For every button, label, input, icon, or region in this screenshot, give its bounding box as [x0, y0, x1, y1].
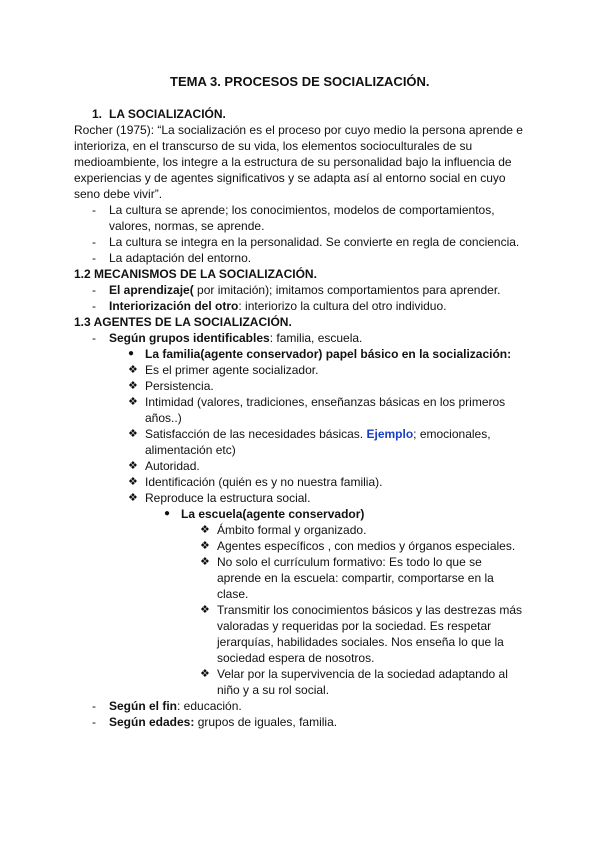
diamond-bullet: ❖: [128, 428, 138, 440]
dot-bullet: ●: [128, 348, 135, 359]
list-item: aprende en la escuela: compartir, comportarse en la: [217, 571, 494, 585]
diamond-bullet: ❖: [128, 380, 138, 392]
list-item: valores, normas, se aprende.: [109, 219, 265, 233]
dot-bullet: ●: [164, 508, 171, 519]
dash-bullet: -: [92, 203, 96, 217]
list-item: Es el primer agente socializador.: [145, 363, 319, 377]
section-1-number: 1.: [92, 107, 103, 121]
list-item-text: grupos de iguales, familia.: [194, 715, 338, 729]
paragraph-line: seno debe vivir”.: [74, 187, 163, 201]
diamond-bullet: ❖: [200, 524, 210, 536]
list-item-bold: Según el fin: [109, 699, 178, 713]
section-1-2-heading: 1.2 MECANISMOS DE LA SOCIALIZACIÓN.: [74, 267, 317, 281]
list-item: La cultura se integra en la personalidad. Se convierte en regla de conciencia.: [109, 235, 520, 249]
diamond-bullet: ❖: [128, 476, 138, 488]
list-item-bold: Según grupos identificables: [109, 331, 270, 345]
section-1-heading: LA SOCIALIZACIÓN.: [109, 107, 226, 121]
list-item: La cultura se aprende; los conocimientos, modelos de comportamientos,: [109, 203, 495, 217]
list-item-bold: Interiorización del otro: [109, 299, 239, 313]
paragraph-line: medioambiente, los integre a la estructura de su personalidad bajo la influencia de: [74, 155, 512, 169]
dash-bullet: -: [92, 235, 96, 249]
list-item: alimentación etc): [145, 443, 236, 457]
list-item: Velar por la supervivencia de la sociedad adaptando al: [217, 667, 508, 681]
list-item: [145, 426, 491, 442]
diamond-bullet: ❖: [200, 604, 210, 616]
list-item: sociedad espera de nosotros.: [217, 651, 375, 665]
diamond-bullet: ❖: [200, 556, 210, 568]
list-item-text: : familia, escuela.: [269, 331, 363, 345]
list-item-text: : interiorizo la cultura del otro individuo.: [238, 299, 447, 313]
diamond-bullet: ❖: [200, 540, 210, 552]
list-item: jerarquías, habilidades sociales. Nos enseña lo que la: [217, 635, 504, 649]
list-item-text: Satisfacción de las necesidades básicas.: [145, 427, 364, 441]
list-item-text: ; emocionales,: [413, 427, 491, 441]
list-item: [109, 282, 501, 298]
dash-bullet: -: [92, 331, 96, 345]
list-item: [109, 698, 242, 714]
familia-heading: La familia(agente conservador) papel básico en la socialización:: [145, 347, 512, 361]
list-item: Persistencia.: [145, 379, 214, 393]
list-item: años..): [145, 411, 182, 425]
section-1-3-heading: 1.3 AGENTES DE LA SOCIALIZACIÓN.: [74, 315, 292, 329]
dash-bullet: -: [92, 299, 96, 313]
example-link[interactable]: Ejemplo: [366, 427, 414, 441]
list-item: [109, 330, 362, 346]
diamond-bullet: ❖: [200, 668, 210, 680]
diamond-bullet: ❖: [128, 396, 138, 408]
list-item: Intimidad (valores, tradiciones, enseñanzas básicas en los primeros: [145, 395, 506, 409]
escuela-heading: La escuela(agente conservador): [181, 507, 365, 521]
list-item: valoradas y requeridas por la sociedad. Es respetar: [217, 619, 492, 633]
paragraph-line: interioriza, en el transcurso de su vida, los elementos socioculturales de su: [74, 139, 473, 153]
list-item-text: : educación.: [177, 699, 242, 713]
list-item-text: por imitación); imitamos comportamientos para aprender.: [193, 283, 501, 297]
page-title: TEMA 3. PROCESOS DE SOCIALIZACIÓN.: [170, 74, 430, 89]
list-item-bold: El aprendizaje(: [109, 283, 194, 297]
list-item: [109, 714, 337, 730]
list-item: Reproduce la estructura social.: [145, 491, 311, 505]
list-item: Transmitir los conocimientos básicos y las destrezas más: [217, 603, 522, 617]
list-item: niño y a su rol social.: [217, 683, 330, 697]
list-item-bold: Según edades:: [109, 715, 195, 729]
paragraph-line: experiencias y de agentes significativos y se adapta así al entorno social en cuyo: [74, 171, 506, 185]
dash-bullet: -: [92, 251, 96, 265]
list-item: Autoridad.: [145, 459, 200, 473]
list-item: [109, 298, 446, 314]
list-item: Agentes específicos , con medios y órganos especiales.: [217, 539, 516, 553]
list-item: La adaptación del entorno.: [109, 251, 252, 265]
diamond-bullet: ❖: [128, 364, 138, 376]
list-item: clase.: [217, 587, 249, 601]
list-item: Identificación (quién es y no nuestra familia).: [145, 475, 383, 489]
paragraph-line: Rocher (1975): “La socialización es el proceso por cuyo medio la persona aprende e: [74, 123, 523, 137]
diamond-bullet: ❖: [128, 460, 138, 472]
dash-bullet: -: [92, 283, 96, 297]
list-item: Ámbito formal y organizado.: [217, 523, 367, 537]
list-item: No solo el currículum formativo: Es todo lo que se: [217, 555, 482, 569]
dash-bullet: -: [92, 715, 96, 729]
dash-bullet: -: [92, 699, 96, 713]
diamond-bullet: ❖: [128, 492, 138, 504]
